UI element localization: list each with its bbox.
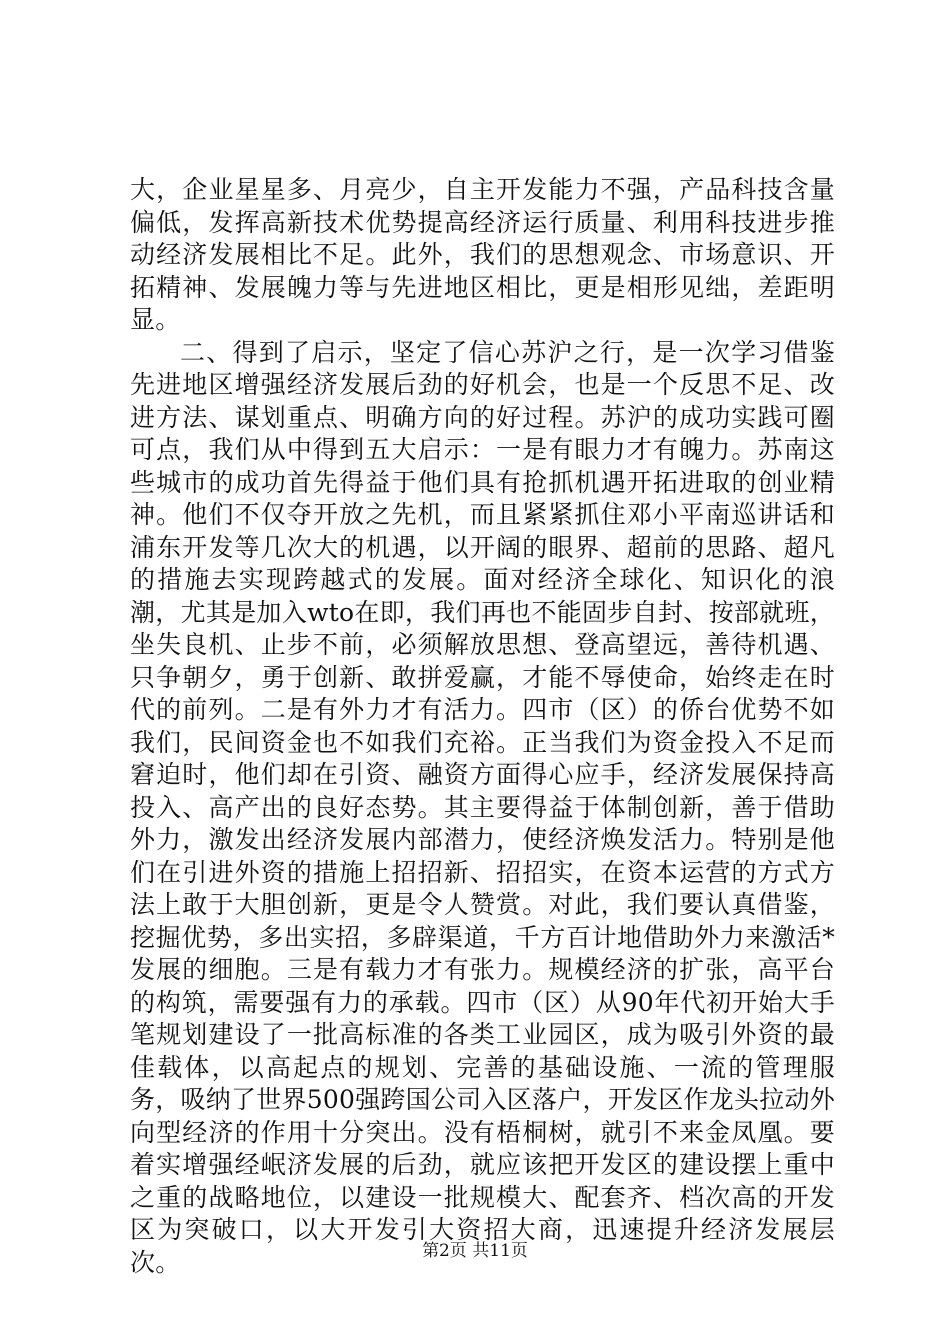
paragraph-continuation: 大，企业星星多、月亮少，自主开发能力不强，产品科技含量偏低，发挥高新技术优势提高经济运行质量、利用科技进步推动经济发展相比不足。此外，我们的思想观念、市场意识、开拓精神、发展魄力等与先进地区相比，更是相形见绌，差距明显。 [130, 175, 835, 334]
document-body [130, 174, 835, 1279]
page-footer [0, 1240, 950, 1262]
paragraph-section-two: 二、得到了启示，坚定了信心苏沪之行，是一次学习借鉴先进地区增强经济发展后劲的好机会，也是一个反思不足、改进方法、谋划重点、明确方向的好过程。苏沪的成功实践可圈可点，我们从中得到五大启示：一是有眼力才有魄力。苏南这些城市的成功首先得益于他们具有抢抓机遇开拓进取的创业精神。他们不仅夺开放之先机，而且紧紧抓住邓小平南巡讲话和浦东开发等几次大的机遇，以开阔的眼界、超前的思路、超凡的措施去实现跨越式的发展。面对经济全球化、知识化的浪潮，尤其是加入wto在即，我们再也不能固步自封、按部就班，坐失良机、止步不前，必须解放思想、登高望远，善待机遇、只争朝夕，勇于创新、敢拼爱赢，才能不辱使命，始终走在时代的前列。二是有外力才有活力。四市（区）的侨台优势不如我们，民间资金也不如我们充裕。正当我们为资金投入不足而窘迫时，他们却在引资、融资方面得心应手，经济发展保持高投入、高产出的良好态势。其主要得益于体制创新，善于借助外力，激发出经济发展内部潜力，使经济焕发活力。特别是他们在引进外资的措施上招招新、招招实，在资本运营的方式方法上敢于大胆创新，更是令人赞赏。对此，我们要认真借鉴，挖掘优势，多出实招，多辟渠道，千方百计地借助外力来激活*发展的细胞。三是有载力才有张力。规模经济的扩张，高平台的构筑，需要强有力的承载。四市（区）从90年代初开始大手笔规划建设了一批高标准的各类工业园区，成为吸引外资的最佳载体，以高起点的规划、完善的基础设施、一流的管理服务，吸纳了世界500强跨国公司入区落户，开发区作龙头拉动外向型经济的作用十分突出。没有梧桐树，就引不来金凤凰。要着实增强经岷济发展的后劲，就应该把开发区的建设摆上重中之重的战略地位，以建设一批规模大、配套齐、档次高的开发区为突破口，以大开发引大资招大商，迅速提升经济发展层次。 [130, 337, 835, 1277]
page-number: 第2页 共11页 [422, 1241, 528, 1261]
